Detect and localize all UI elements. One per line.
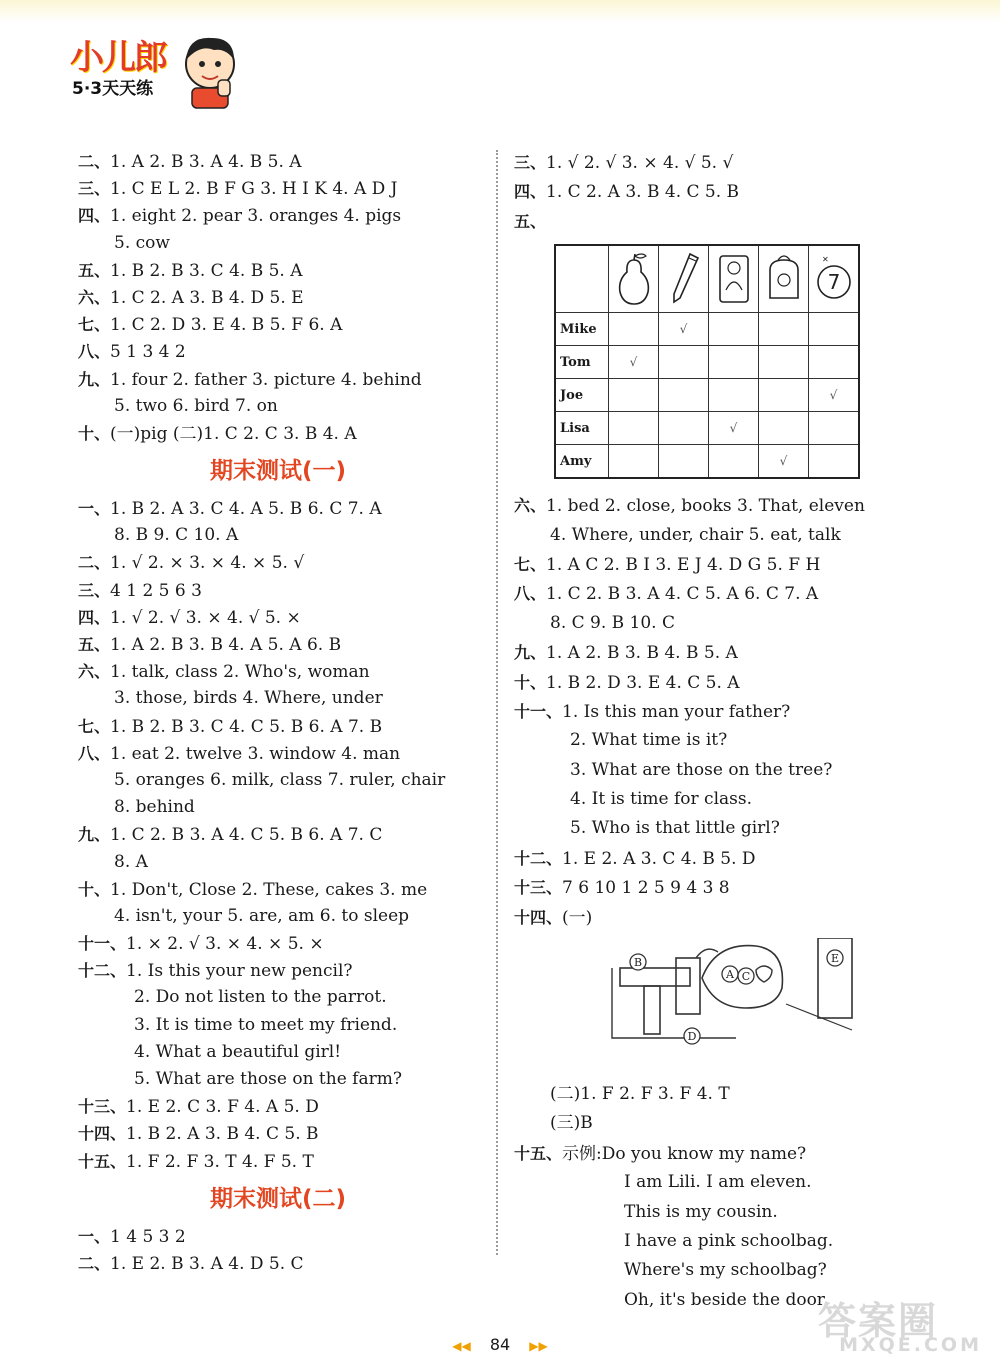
label-b: B (633, 956, 643, 970)
answer-text: 1. eat 2. twelve 3. window 4. man (110, 743, 401, 764)
item-number: 一、 (78, 499, 111, 519)
grid-cell (609, 445, 659, 479)
answer-text: 1. B 2. B 3. C 4. B 5. A (110, 260, 303, 281)
left-block-2 (78, 495, 478, 1175)
row-name: Joe (555, 379, 609, 412)
answer-text: 1. talk, class 2. Who's, woman (110, 662, 370, 683)
grid-cell: √ (809, 379, 860, 412)
answer-line (514, 1139, 914, 1168)
grid-cell (709, 346, 759, 379)
grid-cell (759, 346, 809, 379)
answer-line (78, 338, 478, 365)
answer-line (78, 1039, 478, 1066)
doll-box-icon (714, 250, 754, 306)
item-number: 七、 (514, 554, 547, 574)
item-number: 十、 (514, 672, 547, 692)
corner-cell (555, 245, 609, 313)
answer-text: 4. isn't, your 5. are, am 6. to sleep (114, 905, 410, 926)
answer-line (78, 577, 478, 604)
answer-line (78, 903, 478, 930)
item-number: 四、 (78, 206, 111, 226)
answer-text: 1. √ 2. √ 3. × 4. √ 5. √ (546, 153, 734, 173)
left-column (78, 148, 478, 1277)
answer-text: 1. C 2. D 3. E 4. B 5. F 6. A (110, 315, 343, 336)
answer-line (514, 726, 914, 755)
answer-line (514, 668, 914, 697)
answer-line (78, 393, 478, 420)
boy-mascot-icon (174, 30, 244, 110)
pen-cell (659, 245, 709, 313)
answer-text: 5 1 3 4 2 (110, 342, 186, 363)
brand-subtitle: 5·3天天练 (72, 79, 154, 99)
grid-cell: √ (609, 346, 659, 379)
right-block-2 (514, 491, 914, 932)
answer-text: 8. A (114, 851, 148, 872)
item-number: 九、 (78, 825, 111, 845)
answer-text: 7 6 10 1 2 5 9 4 3 8 (562, 878, 730, 899)
answer-line (78, 230, 478, 257)
item-number: 十一、 (514, 701, 563, 721)
item-number: 九、 (78, 369, 111, 389)
grid-cell (759, 412, 809, 445)
answer-text: 3. What are those on the tree? (570, 759, 833, 780)
grid-row (555, 346, 859, 379)
answer-text: 1. √ 2. √ 3. × 4. √ 5. × (110, 607, 301, 628)
item-number: 十一、 (78, 934, 127, 954)
icon-header-row (555, 245, 859, 313)
answer-line (78, 257, 478, 284)
grid-cell (809, 346, 860, 379)
answer-line (514, 903, 914, 932)
item-number: 三、 (78, 179, 111, 199)
item-number: 十三、 (514, 878, 563, 898)
answer-line (78, 849, 478, 876)
top-decor-band (0, 0, 1000, 22)
grid-row (555, 412, 859, 445)
sample-line: Oh, it's beside the door. (624, 1289, 829, 1310)
answer-text: 1. bed 2. close, books 3. That, eleven (546, 496, 865, 517)
grid-cell (709, 379, 759, 412)
grid-cell (659, 379, 709, 412)
heart-icon (756, 966, 772, 982)
grid-cell: √ (709, 412, 759, 445)
answer-line (78, 1012, 478, 1039)
item-number: 六、 (78, 287, 111, 307)
grid-cell (709, 445, 759, 479)
answer-text: 1. E 2. A 3. C 4. B 5. D (562, 848, 756, 869)
answer-line (514, 521, 914, 550)
row-name: Lisa (555, 412, 609, 445)
sample-prefix: 示例: (562, 1143, 602, 1164)
answer-line (514, 785, 914, 814)
row-name: Amy (555, 445, 609, 479)
answer-line (78, 930, 478, 957)
answer-line (514, 1109, 914, 1138)
answer-text: 1. B 2. A 3. C 4. A 5. B 6. C 7. A (110, 499, 382, 520)
item-number: 二、 (78, 152, 111, 171)
item-number: 九、 (514, 643, 547, 663)
item-number: 三、 (78, 580, 111, 600)
grid-cell (809, 313, 860, 346)
item-number: 十二、 (78, 961, 127, 981)
item-number: 十三、 (78, 1097, 127, 1117)
grid-cell (609, 379, 659, 412)
pear-cell (609, 245, 659, 313)
answer-text: (一)pig (二)1. C 2. C 3. B 4. A (110, 423, 357, 444)
answer-line (78, 821, 478, 848)
answer-line (78, 631, 478, 658)
grid-row (555, 379, 859, 412)
item-number: 五、 (78, 260, 111, 280)
grid-cell (609, 313, 659, 346)
grid-cell (659, 412, 709, 445)
item-number: 十、 (78, 423, 111, 443)
item-number: 七、 (78, 315, 111, 335)
svg-text:✕: ✕ (821, 254, 829, 264)
answer-line (78, 1093, 478, 1120)
grid-cell (759, 313, 809, 346)
answer-text: 4. It is time for class. (570, 789, 752, 810)
answer-line (514, 148, 914, 177)
answer-line (78, 420, 478, 447)
answer-text: 1. A 2. B 3. A 4. B 5. A (110, 152, 302, 172)
answer-text: 2. Do not listen to the parrot. (134, 987, 387, 1008)
item-number: 十五、 (514, 1143, 563, 1163)
answer-text: 1. Is this your new pencil? (126, 961, 353, 982)
answer-line (78, 685, 478, 712)
grid-row (555, 445, 859, 479)
item-number: 八、 (514, 584, 547, 604)
item-number: 四、 (514, 182, 547, 202)
answer-line (514, 550, 914, 579)
answer-text: 1. Don't, Close 2. These, cakes 3. me (110, 879, 428, 900)
sample-line: This is my cousin. (624, 1201, 778, 1222)
grid-cell (659, 346, 709, 379)
answer-text: 5. oranges 6. milk, class 7. ruler, chair (114, 769, 446, 790)
grid-cell (659, 445, 709, 479)
sample-line: Do you know my name? (601, 1143, 807, 1164)
grid-cell: √ (659, 313, 709, 346)
answer-line (78, 767, 478, 794)
item-number: 六、 (514, 496, 547, 516)
cushion-icon (696, 949, 718, 958)
next-arrows-icon: ▶▶ (529, 1339, 548, 1353)
answer-line (514, 491, 914, 520)
answer-text: 1. F 2. F 3. T 4. F 5. T (126, 1151, 314, 1172)
answer-line (514, 697, 914, 726)
answer-text: 1. B 2. D 3. E 4. C 5. A (546, 672, 740, 693)
desk-leg-icon (644, 986, 660, 1034)
answer-line (78, 957, 478, 984)
answer-text: 1. eight 2. pear 3. oranges 4. pigs (110, 206, 402, 227)
answer-line (78, 311, 478, 338)
answer-text: 1. A 2. B 3. B 4. B 5. A (546, 643, 738, 664)
item-number: 十五、 (78, 1151, 127, 1171)
answer-line (78, 740, 478, 767)
wall-line (786, 1004, 852, 1030)
answer-text: 1. E 2. C 3. F 4. A 5. D (126, 1097, 319, 1118)
answer-text: (三)B (550, 1113, 593, 1134)
answer-line (78, 1066, 478, 1093)
brand-title: 小儿郎 (70, 38, 166, 78)
item-number: 十四、 (514, 907, 563, 927)
answer-line (514, 844, 914, 873)
answer-line (514, 638, 914, 667)
answer-line (78, 1223, 478, 1250)
item-number: 八、 (78, 342, 111, 362)
answer-line (514, 177, 914, 206)
item-number: 十二、 (514, 848, 563, 868)
answer-line (78, 984, 478, 1011)
answer-line (78, 794, 478, 821)
floor-outline (612, 968, 736, 1038)
answer-line (78, 495, 478, 522)
grid-cell (609, 412, 659, 445)
answer-text: 8. B 9. C 10. A (114, 525, 239, 546)
answer-text: 1. C E L 2. B F G 3. H I K 4. A D J (110, 179, 398, 200)
answer-text: 4. Where, under, chair 5. eat, talk (550, 524, 841, 545)
brand-logo (70, 30, 240, 110)
answer-text: (二)1. F 2. F 3. F 4. T (550, 1084, 730, 1105)
sample-answer (514, 1139, 914, 1315)
answer-text: 3. It is time to meet my friend. (134, 1014, 398, 1035)
answer-text: 1. A C 2. B I 3. E J 4. D G 5. F H (546, 554, 821, 575)
answer-text: 5. Who is that little girl? (570, 818, 780, 839)
answer-line (514, 609, 914, 638)
answer-text: (一) (562, 907, 593, 928)
answer-text: 2. What time is it? (570, 730, 728, 751)
right-column (514, 148, 914, 1315)
room-scene-illustration (606, 938, 856, 1068)
answer-line (78, 549, 478, 576)
seven-label: 7 (827, 269, 840, 294)
item-number: 二、 (78, 553, 111, 573)
bag-icon (764, 250, 804, 306)
row-name: Tom (555, 346, 609, 379)
doll-cell (709, 245, 759, 313)
item-number: 八、 (78, 743, 111, 763)
answer-line (78, 366, 478, 393)
answer-line (514, 207, 914, 236)
pear-icon (614, 250, 654, 306)
answer-line (78, 658, 478, 685)
answer-text: 1. B 2. B 3. C 4. C 5. B 6. A 7. B (110, 716, 383, 737)
answer-text: 1. four 2. father 3. picture 4. behind (110, 369, 422, 390)
pen-icon (664, 250, 704, 306)
number-seven-icon (814, 250, 854, 306)
grid-cell (809, 445, 860, 479)
bag-cell (759, 245, 809, 313)
grid-cell (759, 379, 809, 412)
answer-line (78, 604, 478, 631)
item-number: 十四、 (78, 1124, 127, 1144)
watermark (818, 1290, 988, 1360)
grid-cell: √ (759, 445, 809, 479)
answer-text: 1. B 2. A 3. B 4. C 5. B (126, 1124, 319, 1145)
watermark-text: 答案圈 (818, 1299, 939, 1343)
answer-text: 3. those, birds 4. Where, under (114, 688, 383, 709)
answer-table (554, 244, 860, 479)
right-block-3 (514, 1080, 914, 1139)
item-number: 十、 (78, 879, 111, 899)
section-heading-final-test-2: 期末测试(二) (209, 1185, 347, 1212)
grid-cell (809, 412, 860, 445)
label-c: C (741, 970, 751, 984)
answer-text: 8. C 9. B 10. C (550, 612, 676, 633)
answer-text: 8. behind (114, 797, 195, 818)
item-number: 五、 (78, 635, 111, 654)
answer-text: 4 1 2 5 6 3 (110, 580, 202, 601)
answer-text: 1. C 2. A 3. B 4. D 5. E (110, 287, 304, 308)
answer-line (78, 148, 478, 175)
answer-line (514, 1080, 914, 1109)
left-block-1 (78, 148, 478, 447)
answer-text: 1. × 2. √ 3. × 4. × 5. × (126, 934, 324, 955)
answer-text: 5. cow (114, 232, 170, 253)
answer-line (78, 1148, 478, 1175)
left-block-3 (78, 1223, 478, 1277)
item-number: 三、 (514, 153, 547, 172)
answer-text: 1. E 2. B 3. A 4. D 5. C (110, 1253, 304, 1274)
column-divider (496, 150, 498, 1255)
label-d: D (687, 1030, 697, 1044)
answer-line (78, 713, 478, 740)
label-e: E (830, 952, 840, 966)
answer-line (78, 175, 478, 202)
answer-line (78, 284, 478, 311)
answer-text: 1. C 2. B 3. A 4. C 5. B 6. A 7. C (110, 825, 383, 846)
answer-text: 4. What a beautiful girl! (134, 1041, 342, 1062)
answer-line (78, 1250, 478, 1277)
answer-line (514, 814, 914, 843)
answer-line (78, 876, 478, 903)
item-number: 二、 (78, 1253, 111, 1273)
prev-arrows-icon: ◀◀ (452, 1339, 471, 1353)
grid-cell (709, 313, 759, 346)
answer-line (514, 579, 914, 608)
item-number: 七、 (78, 716, 111, 736)
section-heading-final-test-1: 期末测试(一) (209, 458, 347, 485)
label-a: A (726, 968, 734, 982)
answer-line (514, 756, 914, 785)
item-number: 一、 (78, 1226, 111, 1246)
grid-row (555, 313, 859, 346)
answer-text: 1. √ 2. × 3. × 4. × 5. √ (110, 553, 305, 574)
item-number: 六、 (78, 662, 111, 682)
item-number: 四、 (78, 607, 111, 627)
matching-grid (554, 244, 914, 479)
watermark-url: MXQE.COM (839, 1334, 982, 1356)
sample-line: Where's my schoolbag? (624, 1260, 827, 1281)
page-number: 84 (489, 1335, 511, 1354)
item-number: 五、 (514, 211, 547, 231)
answer-text: 1. C 2. B 3. A 4. C 5. A 6. C 7. A (546, 584, 819, 605)
answer-text: 1. C 2. A 3. B 4. C 5. B (546, 182, 740, 203)
sample-line: I am Lili. I am eleven. (624, 1172, 812, 1193)
desk-top-icon (620, 968, 690, 986)
answer-line (78, 1120, 478, 1147)
answer-line (514, 873, 914, 902)
answer-text: 5. What are those on the farm? (134, 1069, 402, 1089)
answer-text: 1 4 5 3 2 (110, 1226, 186, 1247)
answer-text: 5. two 6. bird 7. on (114, 395, 278, 416)
seven-cell (809, 245, 860, 313)
sample-line: I have a pink schoolbag. (624, 1230, 834, 1251)
answer-text: 1. A 2. B 3. B 4. A 5. A 6. B (110, 635, 342, 655)
answer-text: 1. Is this man your father? (562, 701, 791, 722)
answer-line (78, 522, 478, 549)
answer-line (78, 202, 478, 229)
row-name: Mike (555, 313, 609, 346)
